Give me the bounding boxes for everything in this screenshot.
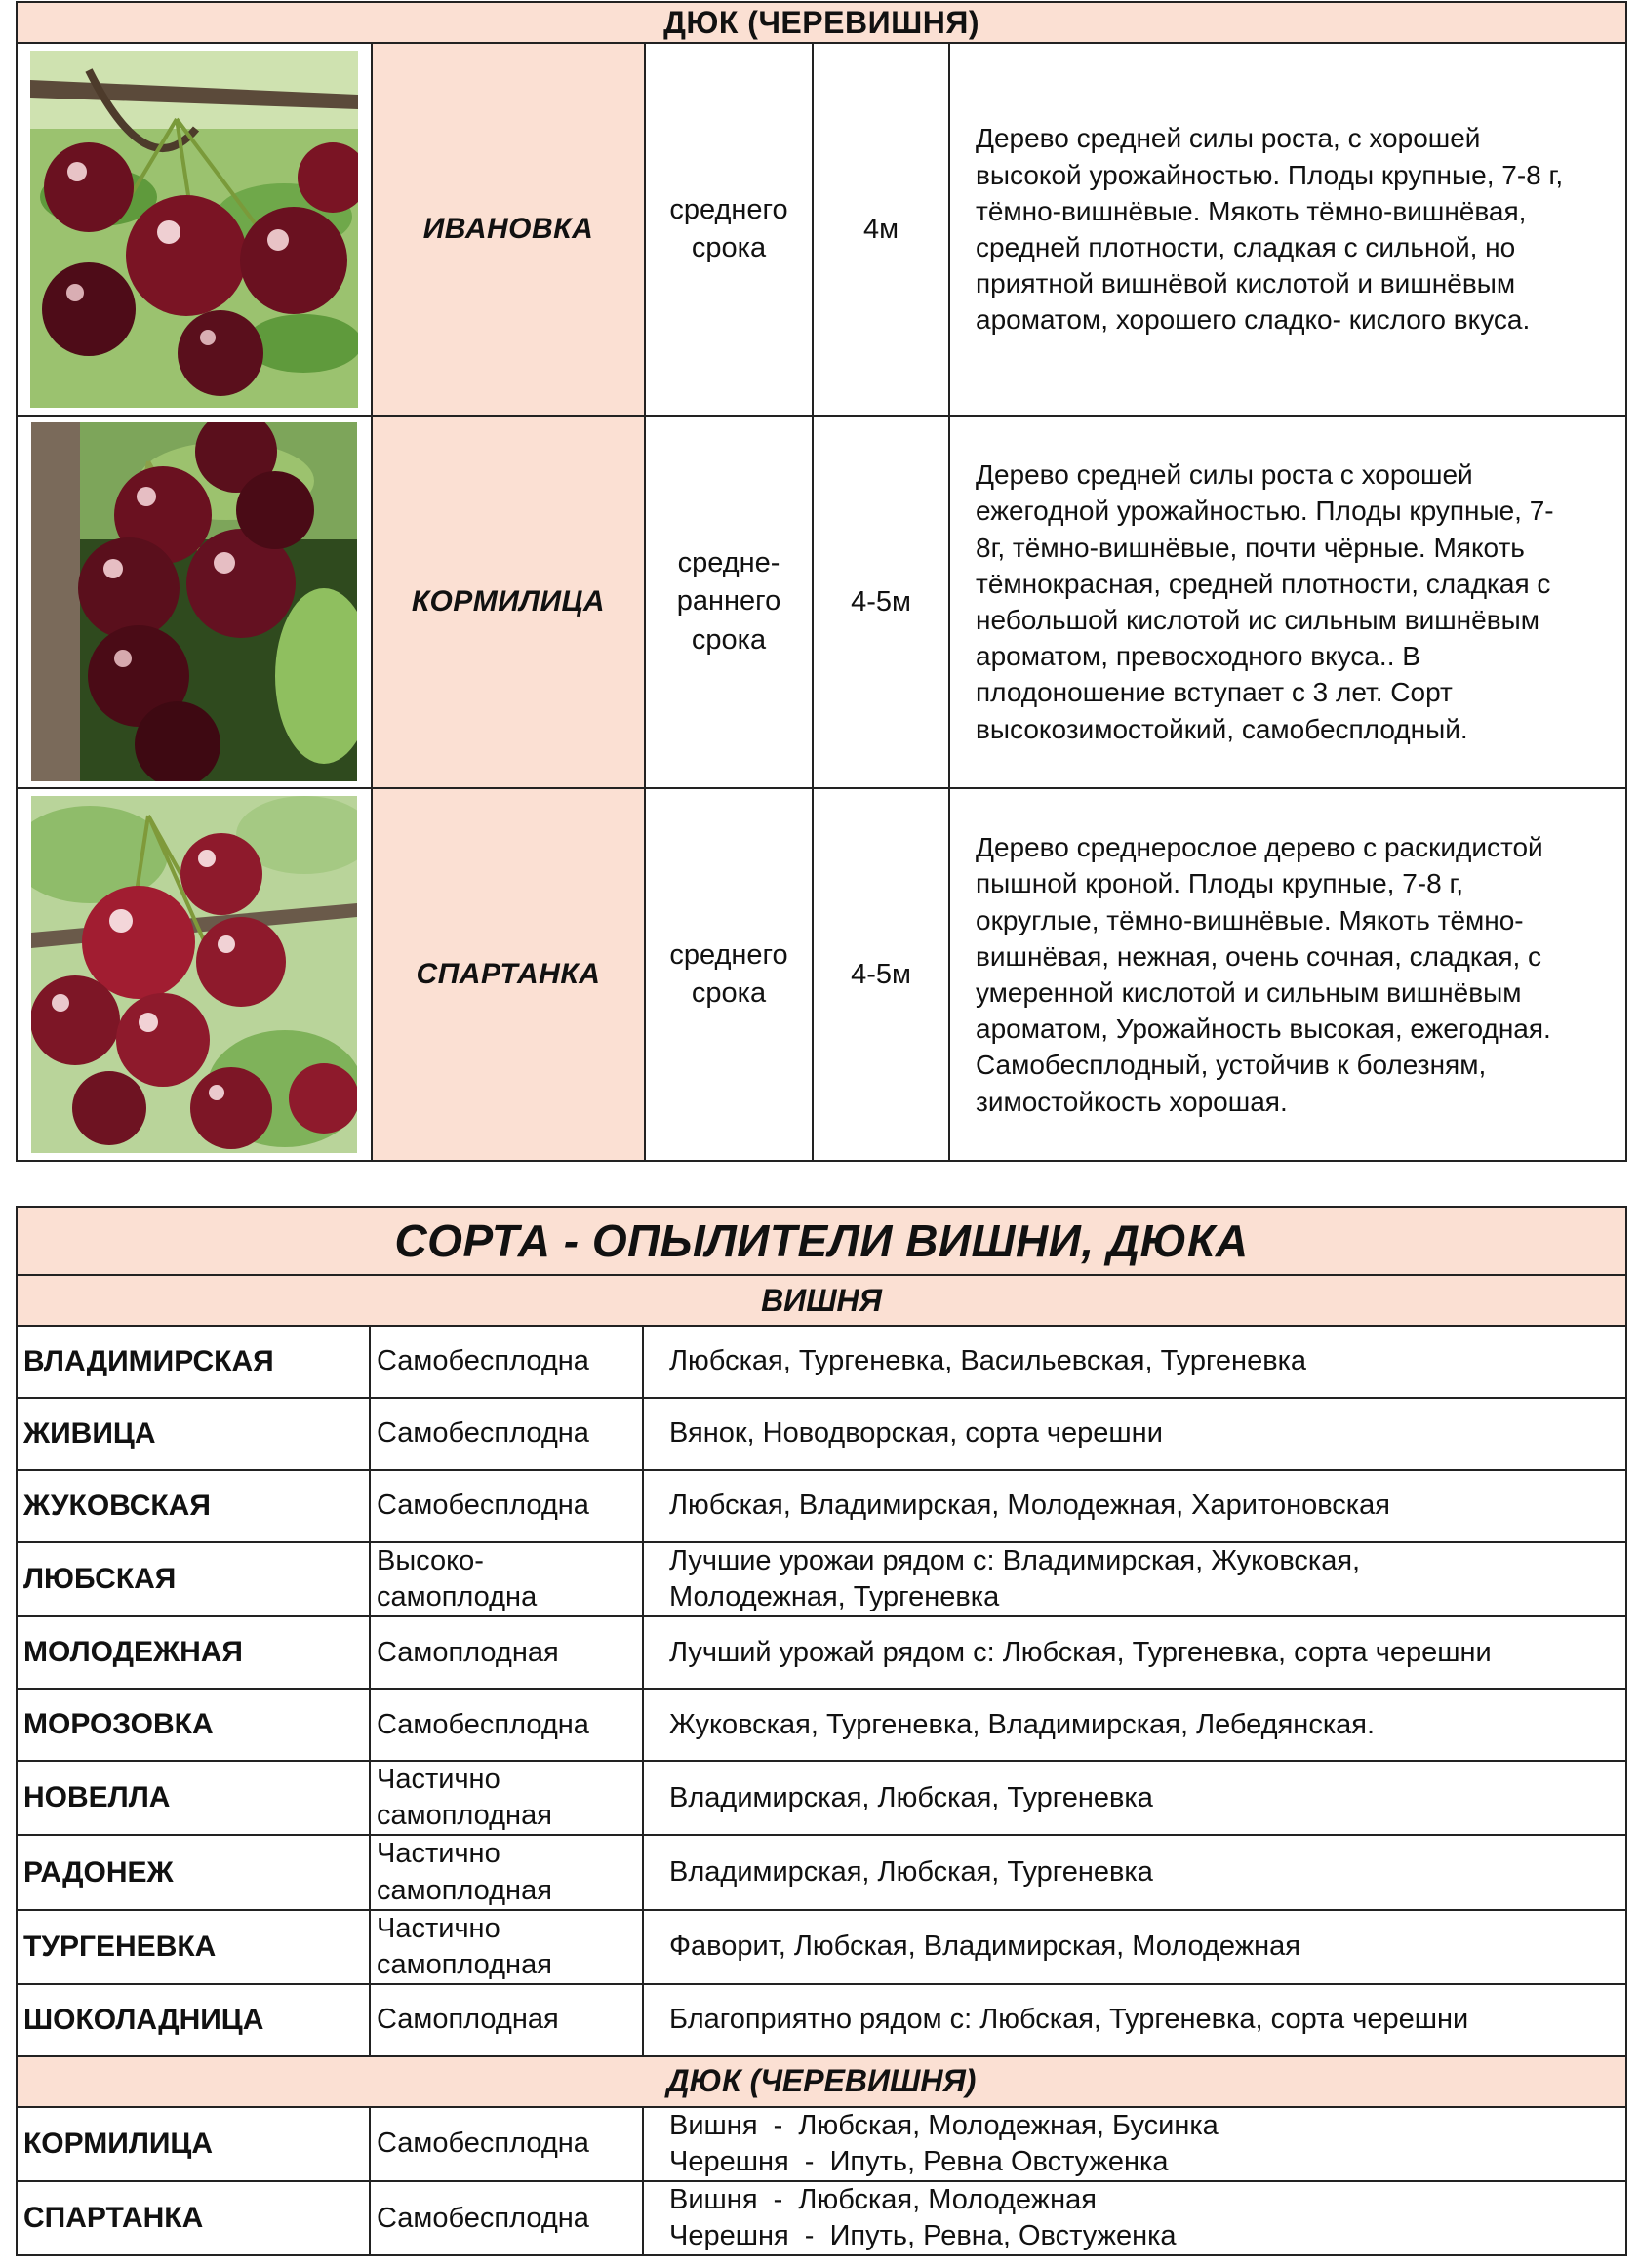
description-line: умеренной кислотой и сильным вишнёвым xyxy=(976,977,1522,1008)
tree-height: 4м xyxy=(813,43,949,416)
duke-varieties-table xyxy=(16,1,1627,1162)
variety-name: КОРМИЛИЦА xyxy=(372,416,645,788)
description-line: ежегодной урожайностью. Плоды крупные, 7- xyxy=(976,496,1554,527)
pollinator-line: Черешня - Ипуть, Ревна, Овстуженка xyxy=(669,2220,1177,2252)
pollinator-list xyxy=(643,2181,1626,2255)
pollinator-list xyxy=(643,2107,1626,2181)
pollinator-line: Лучший урожай рядом с: Любская, Тургеневка, сорта черешни xyxy=(669,1636,1492,1668)
pollinator-list xyxy=(643,1398,1626,1470)
term-line: срока xyxy=(691,232,767,263)
duke-variety-name: КОРМИЛИЦА xyxy=(17,2107,370,2181)
pollinator-line: Вишня - Любская, Молодежная, Бусинка xyxy=(669,2109,1219,2141)
pollinator-list xyxy=(643,1542,1626,1616)
table-row xyxy=(17,1326,1626,1398)
pollinator-line: Любская, Тургеневка, Васильевская, Тургеневка xyxy=(669,1345,1307,1377)
self-fertility xyxy=(370,1689,643,1761)
description-line: Дерево средней силы роста, с хорошей xyxy=(976,123,1481,154)
table-row xyxy=(17,1761,1626,1835)
self-fertility xyxy=(370,1984,643,2056)
description-line: 8г, тёмно-вишнёвые, почти чёрные. Мякоть xyxy=(976,532,1525,563)
tree-height: 4-5м xyxy=(813,788,949,1161)
table-row xyxy=(17,1910,1626,1984)
self-fertility xyxy=(370,1470,643,1542)
term-line: среднего xyxy=(669,193,788,225)
description-line: пышной кроной. Плоды крупные, 7-8 г, xyxy=(976,868,1464,899)
fertility-line: Самобесплодна xyxy=(377,1708,589,1740)
cherry-photo-spartanka xyxy=(31,796,357,1153)
fertility-line: Самобесплодна xyxy=(377,2128,589,2160)
cherry-variety-name: ЛЮБСКАЯ xyxy=(17,1542,370,1616)
duke-section-header: ДЮК (ЧЕРЕВИШНЯ) xyxy=(17,2056,1626,2107)
self-fertility xyxy=(370,1398,643,1470)
pollinator-line: Владимирская, Любская, Тургеневка xyxy=(669,1855,1153,1888)
pollinator-list xyxy=(643,1616,1626,1689)
cherry-section-header: ВИШНЯ xyxy=(17,1275,1626,1326)
duke-table-header: ДЮК (ЧЕРЕВИШНЯ) xyxy=(17,2,1626,43)
variety-photo-cell xyxy=(17,43,372,416)
cherry-variety-name: МОРОЗОВКА xyxy=(17,1689,370,1761)
pollinator-line: Жуковская, Тургеневка, Владимирская, Лебедянская. xyxy=(669,1708,1376,1740)
description-line: Самобесплодный, устойчив к болезням, xyxy=(976,1050,1487,1081)
fertility-line: Самобесплодна xyxy=(377,1345,589,1377)
fertility-line: Самобесплодна xyxy=(377,1417,589,1450)
term-line: срока xyxy=(691,623,767,656)
description-line: высокой урожайностью. Плоды крупные, 7-8 г, xyxy=(976,159,1564,190)
fertility-line: Самоплодная xyxy=(377,2004,559,2036)
pollinator-list xyxy=(643,1910,1626,1984)
description-line: ароматом, хорошего сладко- кислого вкуса. xyxy=(976,304,1531,336)
self-fertility xyxy=(370,1910,643,1984)
table-row xyxy=(17,1470,1626,1542)
description-line: вишнёвая, нежная, очень сочная, сладкая, с xyxy=(976,940,1542,972)
self-fertility xyxy=(370,1326,643,1398)
description-line: ароматом, Урожайность высокая, ежегодная. xyxy=(976,1014,1551,1045)
self-fertility xyxy=(370,1761,643,1835)
ripening-term xyxy=(645,416,813,788)
fertility-line: Частично xyxy=(377,1912,500,1944)
pollinator-line: Черешня - Ипуть, Ревна Овстуженка xyxy=(669,2145,1169,2177)
table-row xyxy=(17,1689,1626,1761)
description-line: Дерево среднерослое дерево с раскидистой xyxy=(976,832,1543,863)
table-row xyxy=(17,2181,1626,2255)
term-line: среднего xyxy=(669,938,788,971)
cherry-photo-ivanovka xyxy=(30,51,358,408)
pollinator-line: Владимирская, Любская, Тургеневка xyxy=(669,1781,1153,1813)
fertility-line: Самоплодная xyxy=(377,1636,559,1668)
pollinator-line: Фаворит, Любская, Владимирская, Молодежная xyxy=(669,1930,1300,1963)
fertility-line: Высоко- xyxy=(377,1545,484,1576)
description-line: ароматом, превосходного вкуса.. В xyxy=(976,641,1420,672)
table-row xyxy=(17,1835,1626,1909)
cherry-variety-name: РАДОНЕЖ xyxy=(17,1835,370,1909)
pollinator-line: Вишня - Любская, Молодежная xyxy=(669,2184,1097,2216)
description-line: округлые, тёмно-вишнёвые. Мякоть тёмно- xyxy=(976,904,1524,935)
description-line: приятной вишнёвой кислотой и вишнёвым xyxy=(976,268,1516,299)
cherry-variety-name: ШОКОЛАДНИЦА xyxy=(17,1984,370,2056)
cherry-variety-name: ЖИВИЦА xyxy=(17,1398,370,1470)
tree-height: 4-5м xyxy=(813,416,949,788)
fertility-line: самоплодна xyxy=(377,1581,538,1613)
variety-description xyxy=(949,43,1626,416)
pollinators-table xyxy=(16,1206,1627,2256)
variety-name: ИВАНОВКА xyxy=(372,43,645,416)
description-line: зимостойкость хорошая. xyxy=(976,1086,1288,1117)
pollinator-list xyxy=(643,1835,1626,1909)
description-line: тёмно-вишнёвые. Мякоть тёмно-вишнёвая, xyxy=(976,195,1527,226)
table-row xyxy=(17,1984,1626,2056)
term-line: срока xyxy=(691,977,767,1009)
pollinator-list xyxy=(643,1689,1626,1761)
pollinator-list xyxy=(643,1326,1626,1398)
duke-variety-name: СПАРТАНКА xyxy=(17,2181,370,2255)
fertility-line: самоплодная xyxy=(377,1948,552,1980)
fertility-line: самоплодная xyxy=(377,1874,552,1906)
table-row xyxy=(17,1542,1626,1616)
ripening-term xyxy=(645,788,813,1161)
self-fertility xyxy=(370,1835,643,1909)
description-line: небольшой кислотой ис сильным вишнёвым xyxy=(976,605,1539,635)
variety-description xyxy=(949,788,1626,1161)
cherry-variety-name: ТУРГЕНЕВКА xyxy=(17,1910,370,1984)
description-line: высокозимостойкий, самобесплодный. xyxy=(976,713,1468,744)
pollinator-list xyxy=(643,1761,1626,1835)
variety-photo-cell xyxy=(17,416,372,788)
table-row xyxy=(17,1398,1626,1470)
description-line: Дерево средней силы роста с хорошей xyxy=(976,459,1473,491)
variety-name: СПАРТАНКА xyxy=(372,788,645,1161)
variety-row xyxy=(17,788,1626,1161)
ripening-term xyxy=(645,43,813,416)
variety-description xyxy=(949,416,1626,788)
self-fertility xyxy=(370,2107,643,2181)
pollinator-list xyxy=(643,1470,1626,1542)
pollinators-title: СОРТА - ОПЫЛИТЕЛИ ВИШНИ, ДЮКА xyxy=(17,1207,1626,1275)
pollinator-line: Любская, Владимирская, Молодежная, Харитоновская xyxy=(669,1490,1390,1522)
fertility-line: Частично xyxy=(377,1764,500,1796)
cherry-variety-name: НОВЕЛЛА xyxy=(17,1761,370,1835)
fertility-line: Самобесплодна xyxy=(377,2202,589,2234)
self-fertility xyxy=(370,1542,643,1616)
fertility-line: Самобесплодна xyxy=(377,1490,589,1522)
cherry-variety-name: ВЛАДИМИРСКАЯ xyxy=(17,1326,370,1398)
table-row xyxy=(17,2107,1626,2181)
description-line: плодоношение вступает с 3 лет. Сорт xyxy=(976,677,1453,708)
fertility-line: самоплодная xyxy=(377,1800,552,1832)
self-fertility xyxy=(370,1616,643,1689)
pollinator-list xyxy=(643,1984,1626,2056)
self-fertility xyxy=(370,2181,643,2255)
description-line: тёмнокрасная, средней плотности, сладкая с xyxy=(976,568,1551,599)
pollinator-line: Лучшие урожаи рядом с: Владимирская, Жуковская, xyxy=(669,1545,1361,1576)
cherry-photo-kormilitsa xyxy=(31,422,357,781)
table-row xyxy=(17,1616,1626,1689)
pollinator-line: Вянок, Новодворская, сорта черешни xyxy=(669,1417,1163,1450)
term-line: раннего xyxy=(676,585,781,617)
pollinator-line: Благоприятно рядом с: Любская, Тургеневка, сорта черешни xyxy=(669,2004,1469,2036)
cherry-variety-name: МОЛОДЕЖНАЯ xyxy=(17,1616,370,1689)
description-line: средней плотности, сладкая с сильной, но xyxy=(976,232,1516,262)
variety-row xyxy=(17,43,1626,416)
variety-row xyxy=(17,416,1626,788)
pollinator-line: Молодежная, Тургеневка xyxy=(669,1581,1000,1613)
cherry-variety-name: ЖУКОВСКАЯ xyxy=(17,1470,370,1542)
fertility-line: Частично xyxy=(377,1838,500,1870)
variety-photo-cell xyxy=(17,788,372,1161)
term-line: средне- xyxy=(677,547,780,579)
